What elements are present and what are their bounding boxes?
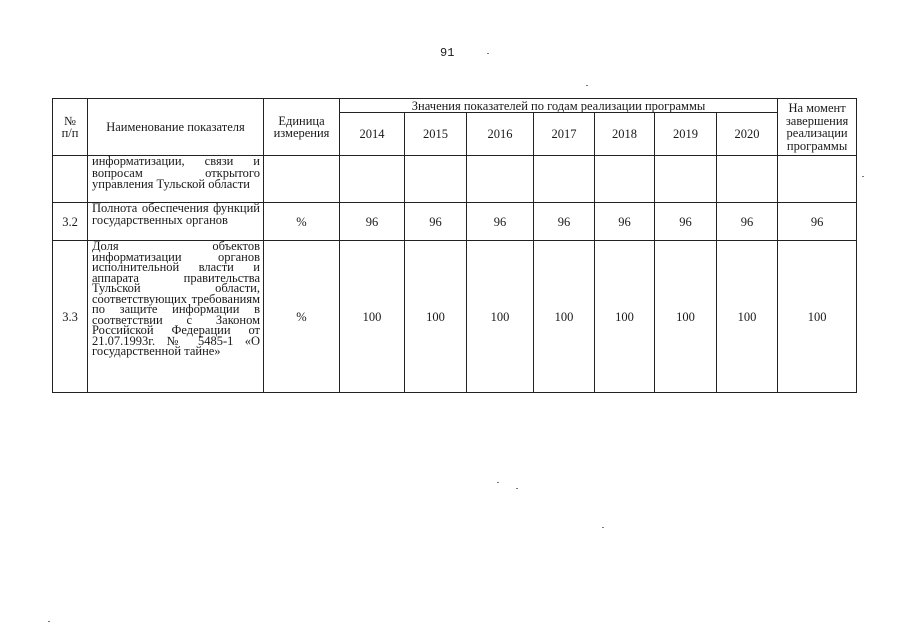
header-row-top (53, 99, 857, 113)
year-value: 96 (340, 203, 405, 241)
header-year: 2014 (340, 113, 405, 156)
header-year: 2015 (405, 113, 467, 156)
year-value (405, 156, 467, 203)
year-value: 100 (467, 241, 534, 393)
final-value: 100 (778, 241, 857, 393)
year-value: 96 (655, 203, 717, 241)
header-years-group: Значения показателей по годам реализации программы (340, 99, 778, 113)
year-value (595, 156, 655, 203)
year-value: 96 (534, 203, 595, 241)
header-year: 2019 (655, 113, 717, 156)
header-final: На момент завершения реализации программы (778, 99, 857, 156)
year-value: 100 (534, 241, 595, 393)
table-row (53, 203, 857, 241)
year-value: 100 (405, 241, 467, 393)
year-value (534, 156, 595, 203)
row-num: 3.2 (53, 203, 88, 241)
final-value: 96 (778, 203, 857, 241)
row-num (53, 156, 88, 203)
scan-speck (487, 53, 489, 54)
year-value: 96 (405, 203, 467, 241)
header-num: № п/п (53, 99, 88, 156)
row-unit: % (264, 203, 340, 241)
indicator-name: информатизации, связи и вопросам открытого управления Тульской области (88, 156, 264, 203)
table-row (53, 241, 857, 393)
final-value (778, 156, 857, 203)
year-value (655, 156, 717, 203)
scan-speck (497, 482, 499, 483)
scan-speck (862, 176, 864, 177)
year-value (340, 156, 405, 203)
header-unit: Единица измерения (264, 99, 340, 156)
year-value: 96 (717, 203, 778, 241)
row-unit (264, 156, 340, 203)
year-value: 96 (595, 203, 655, 241)
header-year: 2018 (595, 113, 655, 156)
year-value: 100 (717, 241, 778, 393)
row-unit: % (264, 241, 340, 393)
header-year: 2020 (717, 113, 778, 156)
year-value: 100 (655, 241, 717, 393)
indicators-table (52, 98, 857, 393)
scan-speck (516, 488, 518, 489)
year-value: 100 (595, 241, 655, 393)
header-name: Наименование показателя (88, 99, 264, 156)
year-value: 100 (340, 241, 405, 393)
page-number: 91 (440, 46, 455, 60)
year-value (717, 156, 778, 203)
header-year: 2016 (467, 113, 534, 156)
table-row (53, 156, 857, 203)
scan-speck (586, 85, 588, 86)
row-num: 3.3 (53, 241, 88, 393)
indicator-name: Полнота обеспечения функций государственных органов (88, 203, 264, 241)
year-value (467, 156, 534, 203)
scan-speck (602, 527, 604, 528)
scan-speck (48, 621, 50, 622)
header-year: 2017 (534, 113, 595, 156)
year-value: 96 (467, 203, 534, 241)
indicator-name: Доля объектов информатизации органов исполнительной власти и аппарата правительства Тульской области, соответствующих требованиям по защите информации в соответствии с Законом Российской Федерации от 21.07.1993г. № 5485-1 «О государственной тайне» (88, 241, 264, 393)
